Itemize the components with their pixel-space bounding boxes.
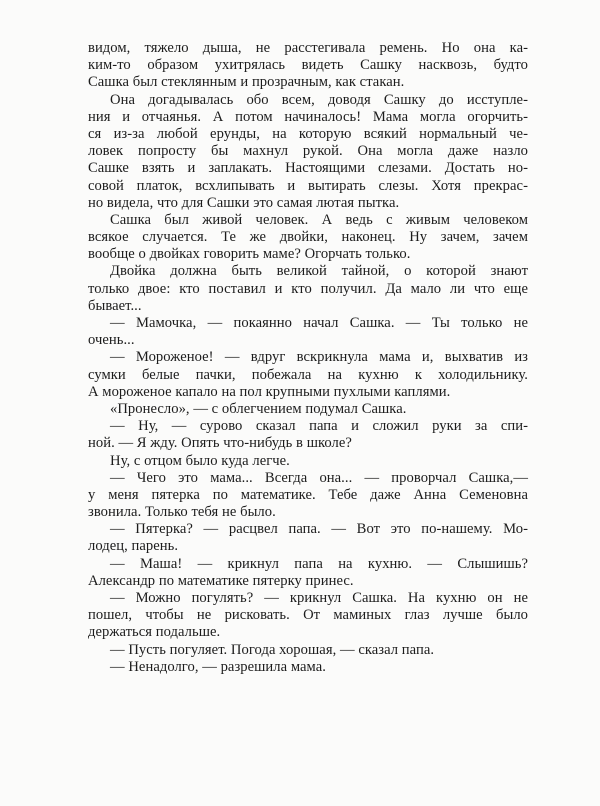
text-line: Сашке взять и заплакать. Настоящими слезами. Достать но- <box>88 160 528 177</box>
text-line: — Маша! — крикнул папа на кухню. — Слышишь? <box>110 555 528 572</box>
paragraph <box>88 401 528 418</box>
text-line: — Ненадолго, — разрешила мама. <box>110 658 326 675</box>
paragraph <box>88 349 528 401</box>
text-line: — Ну, — сурово сказал папа и сложил руки за спи- <box>110 418 528 435</box>
text-line: совой платок, всхлипывать и вытирать слезы. Хотя прекрас- <box>88 177 528 194</box>
paragraph <box>88 590 528 642</box>
paragraph <box>88 92 528 212</box>
paragraph <box>88 40 528 92</box>
text-line: ся из-за любой ерунды, на которую всякий нормальный че- <box>88 125 528 142</box>
paragraph <box>88 263 528 315</box>
paragraph <box>88 556 528 590</box>
text-line: — Чего это мама... Всегда она... — проворчал Сашка,— <box>110 469 528 486</box>
text-line: А мороженое капало на пол крупными пухлыми каплями. <box>88 383 451 400</box>
text-line: пошел, чтобы не рисковать. От маминых глаз лучше было <box>88 607 528 624</box>
text-line: бывает... <box>88 297 142 314</box>
text-line: ной. — Я жду. Опять что-нибудь в школе? <box>88 435 352 452</box>
text-line: — Мороженое! — вдруг вскрикнула мама и, выхватив из <box>110 349 528 366</box>
text-line: Александр по математике пятерку принес. <box>88 572 354 589</box>
paragraph <box>88 659 528 676</box>
text-line: видом, тяжело дыша, не расстегивала ремень. Но она ка- <box>88 40 528 56</box>
text-line: «Пронесло», — с облегчением подумал Сашка. <box>110 400 407 417</box>
text-line: вообще о двойках говорить маме? Огорчать только. <box>88 246 411 263</box>
text-line: Двойка должна быть великой тайной, о которой знают <box>110 263 528 280</box>
text-line: только двое: кто поставил и кто получил. Да мало ли что еще <box>88 280 528 297</box>
text-line: лодец, парень. <box>88 538 179 555</box>
text-line: но видела, что для Сашки это самая лютая пытка. <box>88 194 400 211</box>
text-line: ловек попросту бы махнул рукой. Она могла даже назло <box>88 143 528 160</box>
page-text <box>88 40 528 676</box>
paragraph <box>88 453 528 470</box>
paragraph <box>88 212 528 264</box>
text-line: Сашка был стеклянным и прозрачным, как стакан. <box>88 74 405 91</box>
paragraph <box>88 470 528 522</box>
paragraph <box>88 418 528 452</box>
text-line: сумки белые пачки, побежала на кухню к холодильнику. <box>88 366 528 383</box>
text-line: звонила. Только тебя не было. <box>88 504 276 521</box>
text-line: Ну, с отцом было куда легче. <box>110 452 290 469</box>
text-line: — Можно погулять? — крикнул Сашка. На кухню он не <box>110 590 528 606</box>
text-line: Она догадывалась обо всем, доводя Сашку до исступле- <box>110 91 528 108</box>
text-line: — Пятерка? — расцвел папа. — Вот это по-нашему. Мо- <box>110 521 528 538</box>
text-line: всякое случается. Те же двойки, наконец. Ну зачем, зачем <box>88 229 528 246</box>
paragraph <box>88 642 528 659</box>
text-line: ния и отчаянья. А потом начиналось! Мама могла огорчить- <box>88 108 528 125</box>
text-line: очень... <box>88 332 135 349</box>
text-line: Сашка был живой человек. А ведь с живым человеком <box>110 211 528 228</box>
text-line: ким-то образом ухитрялась видеть Сашку насквозь, будто <box>88 57 528 74</box>
text-line: у меня пятерка по математике. Тебе даже Анна Семеновна <box>88 486 528 503</box>
text-line: держаться подальше. <box>88 624 221 641</box>
paragraph <box>88 521 528 555</box>
text-line: — Мамочка, — покаянно начал Сашка. — Ты только не <box>110 315 528 331</box>
text-line: — Пусть погуляет. Погода хорошая, — сказал папа. <box>110 641 435 658</box>
paragraph <box>88 315 528 349</box>
